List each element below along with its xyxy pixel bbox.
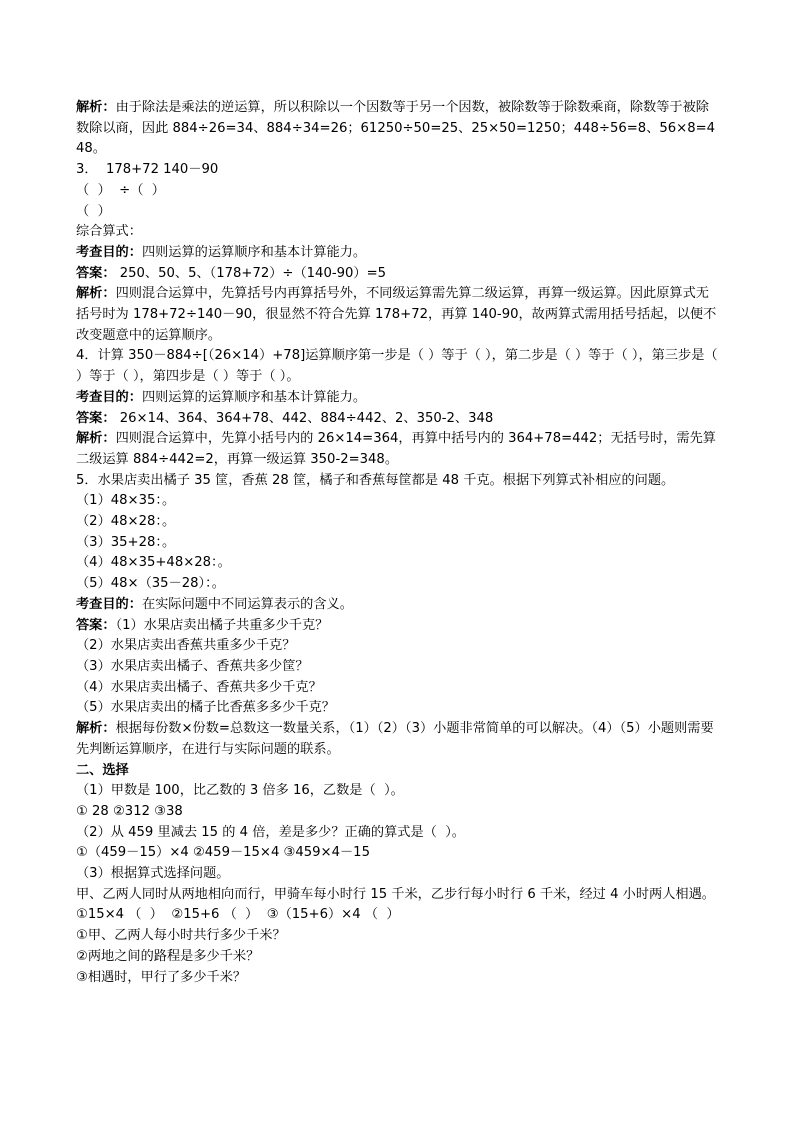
line-label: 解析： [76,286,116,302]
line-text: 250、50、5、（178+72）÷（140-90）=5 [115,265,387,281]
document-line [76,574,722,595]
document-line [76,346,722,387]
document-line [76,864,722,885]
line-text: 四则混合运算中，先算括号内再算括号外，不同级运算需先算二级运算，再算一级运算。因此原算式无括号时为 178+72÷140－90，很显然不符合先算 178+72，再算 140-90，故两算式需用括号括起，以便不改变题意中的运算顺序。 [76,286,717,343]
line-label: 解析： [76,721,116,737]
line-text: ①甲、乙两人每小时共行多少千米？ [76,928,286,944]
document-line [76,657,722,678]
line-text: 综合算式： [76,224,142,240]
document-line [76,98,722,160]
line-text: ① 28 ②312 ③38 [76,803,183,819]
document-line [76,202,722,223]
line-text: 在实际问题中不同运算表示的含义。 [141,596,353,612]
document-line [76,409,722,430]
line-text: （2）48×28：。 [76,514,176,530]
document-line [76,243,722,264]
line-label: 解析： [76,431,116,447]
document-line [76,160,722,181]
line-text: 根据每份数×份数=总数这一数量关系，（1）（2）（3）小题非常简单的可以解决。（4）（5）小题则需要先判断运算顺序，在进行与实际问题的联系。 [76,721,714,757]
line-label: 考查目的： [76,389,142,405]
line-text: ①（459－15）×4 ②459－15×4 ③459×4－15 [76,845,370,861]
line-text: （4）48×35+48×28：。 [76,555,231,571]
line-text: 4．计算 350－884÷[（26×14）+78]运算顺序第一步是（ ）等于（ ），第二步是（ ）等于（ ），第三步是（ ）等于（ ），第四步是（ ）等于（ ）。 [76,348,718,385]
document-line [76,802,722,823]
document-line [76,698,722,719]
document-line [76,471,722,492]
line-text: 26×14、364、364+78、442、884÷442、2、350-2、348 [115,410,494,426]
document-line [76,823,722,844]
document-line [76,181,722,202]
line-text: （3）根据算式选择问题。 [76,866,230,882]
line-text: （2）水果店卖出香蕉共重多少千克？ [76,638,296,654]
line-label: 考查目的： [76,244,142,260]
line-label: 考查目的： [76,596,142,612]
line-label: 答案： [76,410,116,426]
document-line [76,843,722,864]
line-text: 甲、乙两人同时从两地相向而行，甲骑车每小时行 15 千米，乙步行每小时行 6 千米，经过 4 小时两人相遇。 [76,886,715,902]
line-text: 3． 178+72 140－90 [76,162,219,178]
document-line [76,719,722,760]
line-text: （3）35+28：。 [76,534,176,550]
document-line [76,616,722,637]
line-text: （3）水果店卖出橘子、香蕉共多少筐？ [76,658,309,674]
document-line [76,429,722,470]
document-line [76,264,722,285]
document-line [76,761,722,782]
document-line [76,885,722,906]
line-text: （5）水果店卖出的橘子比香蕉多多少千克？ [76,700,335,716]
line-text: ②两地之间的路程是多少千米？ [76,948,260,964]
line-text: ①15×4 （ ） ②15+6 （ ） ③（15+6）×4 （ ） [76,907,400,923]
line-text: （1）水果店卖出橘子共重多少千克？ [115,617,329,633]
line-text: （ ） [76,203,111,219]
document-line [76,512,722,533]
line-text: 5．水果店卖出橘子 35 筐，香蕉 28 筐，橘子和香蕉每筐都是 48 千克。根据下列算式补相应的问题。 [76,472,675,488]
line-text: （1）48×35：。 [76,493,176,509]
line-text: （2）从 459 里减去 15 的 4 倍，差是多少？正确的算式是（ ）。 [76,824,465,840]
line-text: （1）甲数是 100，比乙数的 3 倍多 16，乙数是（ ）。 [76,783,404,799]
line-label: 答案： [76,617,116,633]
document-line [76,678,722,699]
line-label: 解析： [76,100,116,115]
document-line [76,947,722,968]
line-text: （5）48×（35－28）：。 [76,576,225,592]
document-line [76,905,722,926]
line-text: 由于除法是乘法的逆运算，所以积除以一个因数等于另一个因数，被除数等于除数乘商，除数等于被除数除以商，因此 884÷26=34、884÷34=26；61250÷50=25、25×50=1250；448÷56=8、56×8=448。 [76,100,716,157]
line-text: 四则运算的运算顺序和基本计算能力。 [141,244,367,260]
line-text: （4）水果店卖出橘子、香蕉共多少千克？ [76,679,322,695]
document-body [76,98,722,988]
document-line [76,781,722,802]
document-line [76,926,722,947]
line-label: 答案： [76,265,116,281]
document-line [76,491,722,512]
document-line [76,388,722,409]
line-text: ③相遇时，甲行了多少千米？ [76,969,247,985]
document-line [76,533,722,554]
section-heading: 二、选择 [76,762,129,778]
document-line [76,595,722,616]
document-line [76,636,722,657]
document-line [76,222,722,243]
line-text: （ ） ÷（ ） [76,182,165,198]
line-text: 四则混合运算中，先算小括号内的 26×14=364，再算中括号内的 364+78=442；无括号时，需先算二级运算 884÷442=2，再算一级运算 350-2=348。 [76,431,716,467]
document-line [76,968,722,989]
document-line [76,553,722,574]
line-text: 四则运算的运算顺序和基本计算能力。 [141,389,367,405]
document-line [76,284,722,346]
